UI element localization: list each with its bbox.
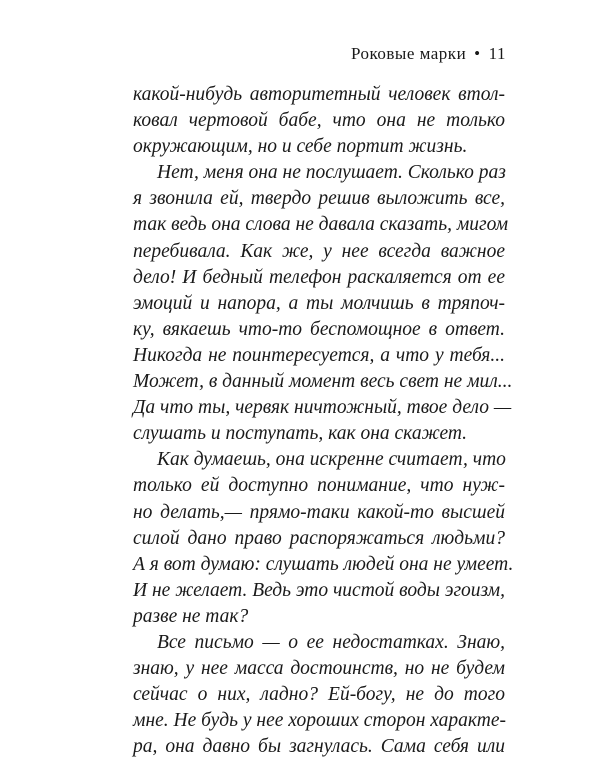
text-line: мне. Не будь у нее хороших сторон характе- xyxy=(133,710,506,732)
text-line: какой-нибудь авторитетный человек втол- xyxy=(133,84,505,105)
text-line: ку, вякаешь что-то беспомощное в ответ. xyxy=(133,318,505,340)
text-line: Все письмо — о ее недостатках. Знаю, xyxy=(157,631,505,653)
text-line: перебивала. Как же, у нее всегда важное xyxy=(133,240,505,262)
text-line: я звонила ей, твердо решив выложить все, xyxy=(133,188,505,210)
text-line: слушать и поступать, как она скажет. xyxy=(133,423,468,445)
book-title: Роковые марки xyxy=(350,44,467,63)
text-line: но делать,— прямо-таки какой-то высшей xyxy=(133,501,505,523)
text-line: Никогда не поинтересуется, а что у тебя... xyxy=(133,344,505,366)
text-line: только ей доступно понимание, что нуж- xyxy=(133,475,505,497)
text-line: ра, она давно бы загнулась. Сама себя или xyxy=(133,736,505,758)
text-line: дело! И бедный телефон раскаляется от ее xyxy=(133,266,505,288)
text-line: разве не так? xyxy=(133,605,249,627)
text-line: эмоций и напора, а ты молчишь в тряпоч- xyxy=(133,292,505,314)
running-head xyxy=(351,44,506,64)
header-separator: • xyxy=(474,44,481,63)
text-line: Да что ты, червяк ничтожный, твое дело — xyxy=(133,397,512,419)
text-line: Как думаешь, она искренне считает, что xyxy=(157,449,506,471)
page-number: 11 xyxy=(488,44,506,63)
text-line: Может, в данный момент весь свет не мил... xyxy=(133,371,513,393)
text-line: силой дано право распоряжаться людьми? xyxy=(133,527,505,549)
text-line: так ведь она слова не давала сказать, мигом xyxy=(133,214,509,236)
text-line: А я вот думаю: слушать людей она не умеет. xyxy=(133,553,514,575)
text-line: ковал чертовой бабе, что она не только xyxy=(133,110,505,132)
body-text xyxy=(133,82,514,760)
text-line: сейчас о них, ладно? Ей-богу, не до того xyxy=(133,684,505,706)
text-line: окружающим, но и себе портит жизнь. xyxy=(133,136,468,158)
text-line: Нет, меня она не послушает. Сколько раз xyxy=(157,162,506,184)
text-line: И не желает. Ведь это чистой воды эгоизм, xyxy=(133,579,505,601)
text-line: знаю, у нее масса достоинств, но не будем xyxy=(133,658,505,680)
